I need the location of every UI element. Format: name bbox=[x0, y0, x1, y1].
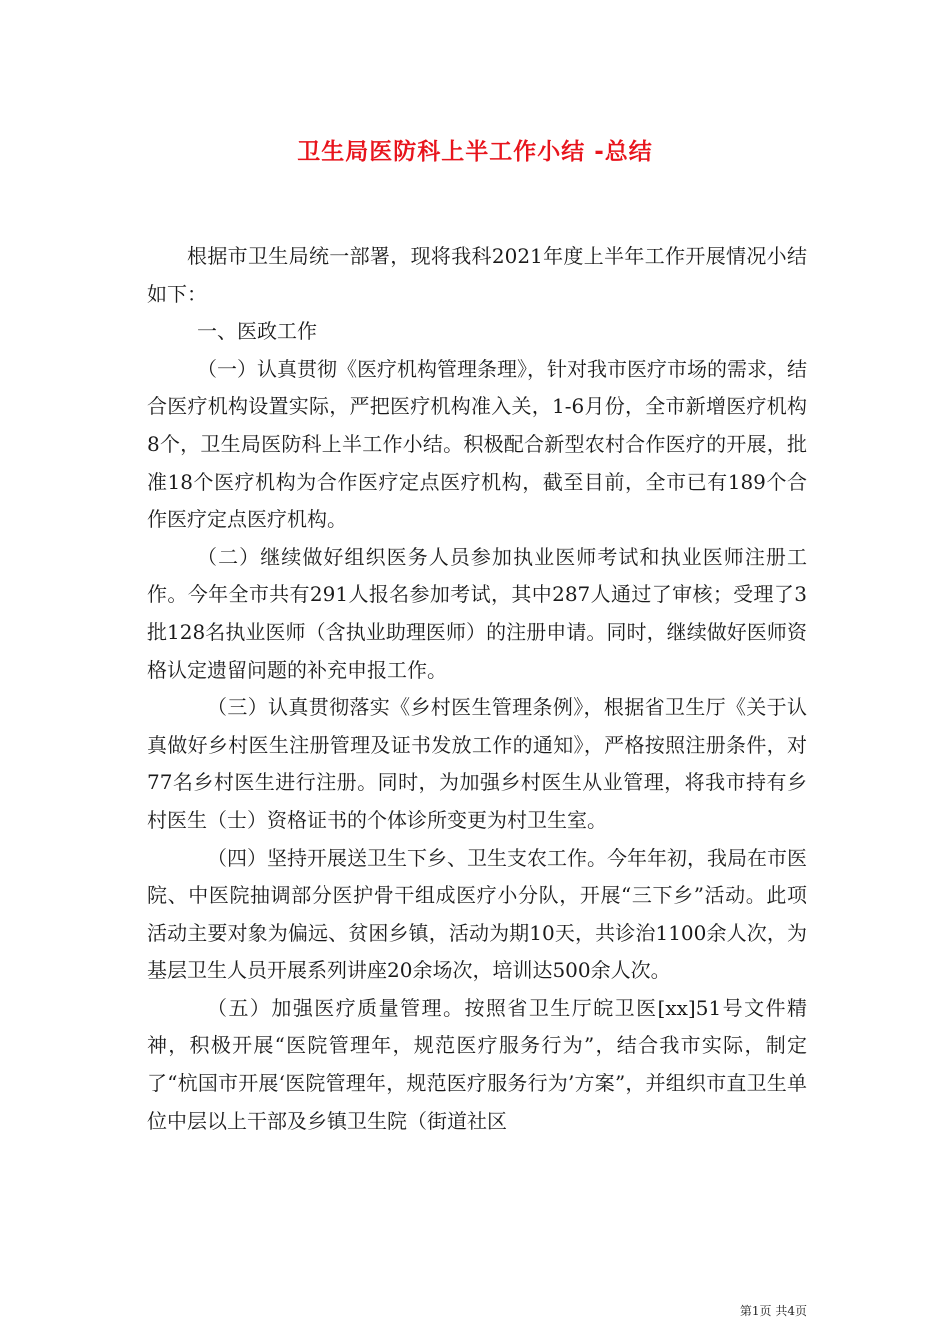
section-heading: 一、医政工作 bbox=[197, 319, 317, 344]
paragraph-item-3: （三）认真贯彻落实《乡村医生管理条例》，根据省卫生厅《关于认真做好乡村医生注册管理及证书发放工作的通知》，严格按照注册条件，对77名乡村医生进行注册。同时，为加强乡村医生从业管理，将我市持有乡村医生（士）资格证书的个体诊所变更为村卫生室。 bbox=[147, 695, 807, 832]
document-body bbox=[147, 238, 807, 1140]
paragraph-item-1: （一）认真贯彻《医疗机构管理条理》，针对我市医疗市场的需求，结合医疗机构设置实际，严把医疗机构准入关，1-6月份，全市新增医疗机构8个，卫生局医防科上半工作小结。积极配合新型农村合作医疗的开展，批准18个医疗机构为合作医疗定点医疗机构，截至目前，全市已有189个合作医疗定点医疗机构。 bbox=[147, 356, 807, 532]
paragraph-item-5: （五）加强医疗质量管理。按照省卫生厅皖卫医[xx]51号文件精神，积极开展“医院管理年，规范医疗服务行为”，结合我市实际，制定了“杭国市开展‘医院管理年，规范医疗服务行为’方案”，并组织市直卫生单位中层以上干部及乡镇卫生院（街道社区 bbox=[147, 995, 807, 1133]
intro-paragraph: 根据市卫生局统一部署，现将我科2021年度上半年工作开展情况小结如下： bbox=[147, 244, 807, 306]
document-title: 卫生局医防科上半工作小结 -总结 bbox=[297, 139, 653, 165]
paragraph-item-2: （二）继续做好组织医务人员参加执业医师考试和执业医师注册工作。今年全市共有291人报名参加考试，其中287人通过了审核；受理了3批128名执业医师（含执业助理医师）的注册申请。同时，继续做好医师资格认定遗留问题的补充申报工作。 bbox=[147, 544, 807, 682]
page-number: 第1页 共4页 bbox=[739, 1304, 807, 1318]
paragraph-item-4: （四）坚持开展送卫生下乡、卫生支农工作。今年年初，我局在市医院、中医院抽调部分医护骨干组成医疗小分队，开展“三下乡”活动。此项活动主要对象为偏远、贫困乡镇，活动为期10天，共诊治1100余人次，为基层卫生人员开展系列讲座20余场次，培训达500余人次。 bbox=[147, 845, 807, 983]
